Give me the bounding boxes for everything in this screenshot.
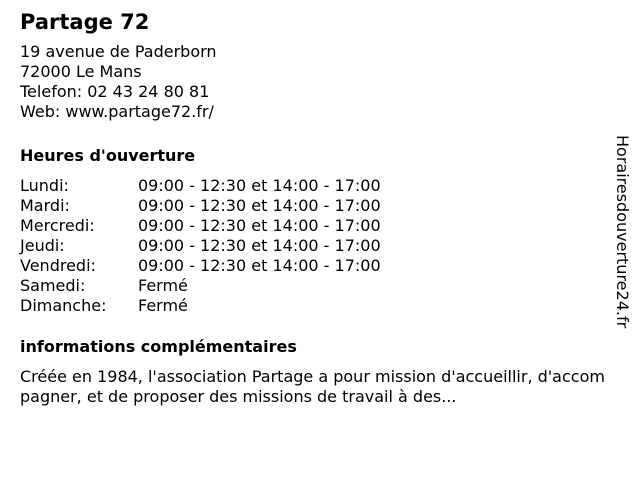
web-line: Web: www.partage72.fr/ <box>20 102 214 121</box>
info-text: Créée en 1984, l'association Partage a pour mission d'accueillir, d'accompagner, et de proposer des missions de travail à des... <box>20 367 605 406</box>
hours-time: Fermé <box>138 296 188 315</box>
watermark-text: Horairesdouverture24.fr <box>613 135 632 329</box>
hours-day: Vendredi: <box>20 256 96 275</box>
hours-row <box>20 276 610 296</box>
hours-time: 09:00 - 12:30 et 14:00 - 17:00 <box>138 216 381 235</box>
hours-row <box>20 196 610 216</box>
hours-day: Mardi: <box>20 196 70 215</box>
hours-heading: Heures d'ouverture <box>20 146 196 165</box>
hours-day: Lundi: <box>20 176 69 195</box>
hours-day: Dimanche: <box>20 296 107 315</box>
hours-time: 09:00 - 12:30 et 14:00 - 17:00 <box>138 256 381 275</box>
hours-time: 09:00 - 12:30 et 14:00 - 17:00 <box>138 196 381 215</box>
hours-table <box>20 176 610 316</box>
hours-day: Jeudi: <box>20 236 65 255</box>
address-street: 19 avenue de Paderborn <box>20 42 217 61</box>
hours-row <box>20 256 610 276</box>
content <box>20 8 610 407</box>
hours-row <box>20 236 610 256</box>
address-city: 72000 Le Mans <box>20 62 142 81</box>
org-name: Partage 72 <box>20 10 150 34</box>
phone-line: Telefon: 02 43 24 80 81 <box>20 82 210 101</box>
hours-row <box>20 176 610 196</box>
hours-day: Mercredi: <box>20 216 95 235</box>
hours-time: 09:00 - 12:30 et 14:00 - 17:00 <box>138 176 381 195</box>
hours-row <box>20 216 610 236</box>
hours-time: Fermé <box>138 276 188 295</box>
hours-time: 09:00 - 12:30 et 14:00 - 17:00 <box>138 236 381 255</box>
hours-day: Samedi: <box>20 276 86 295</box>
info-heading: informations complémentaires <box>20 337 297 356</box>
hours-row <box>20 296 610 316</box>
